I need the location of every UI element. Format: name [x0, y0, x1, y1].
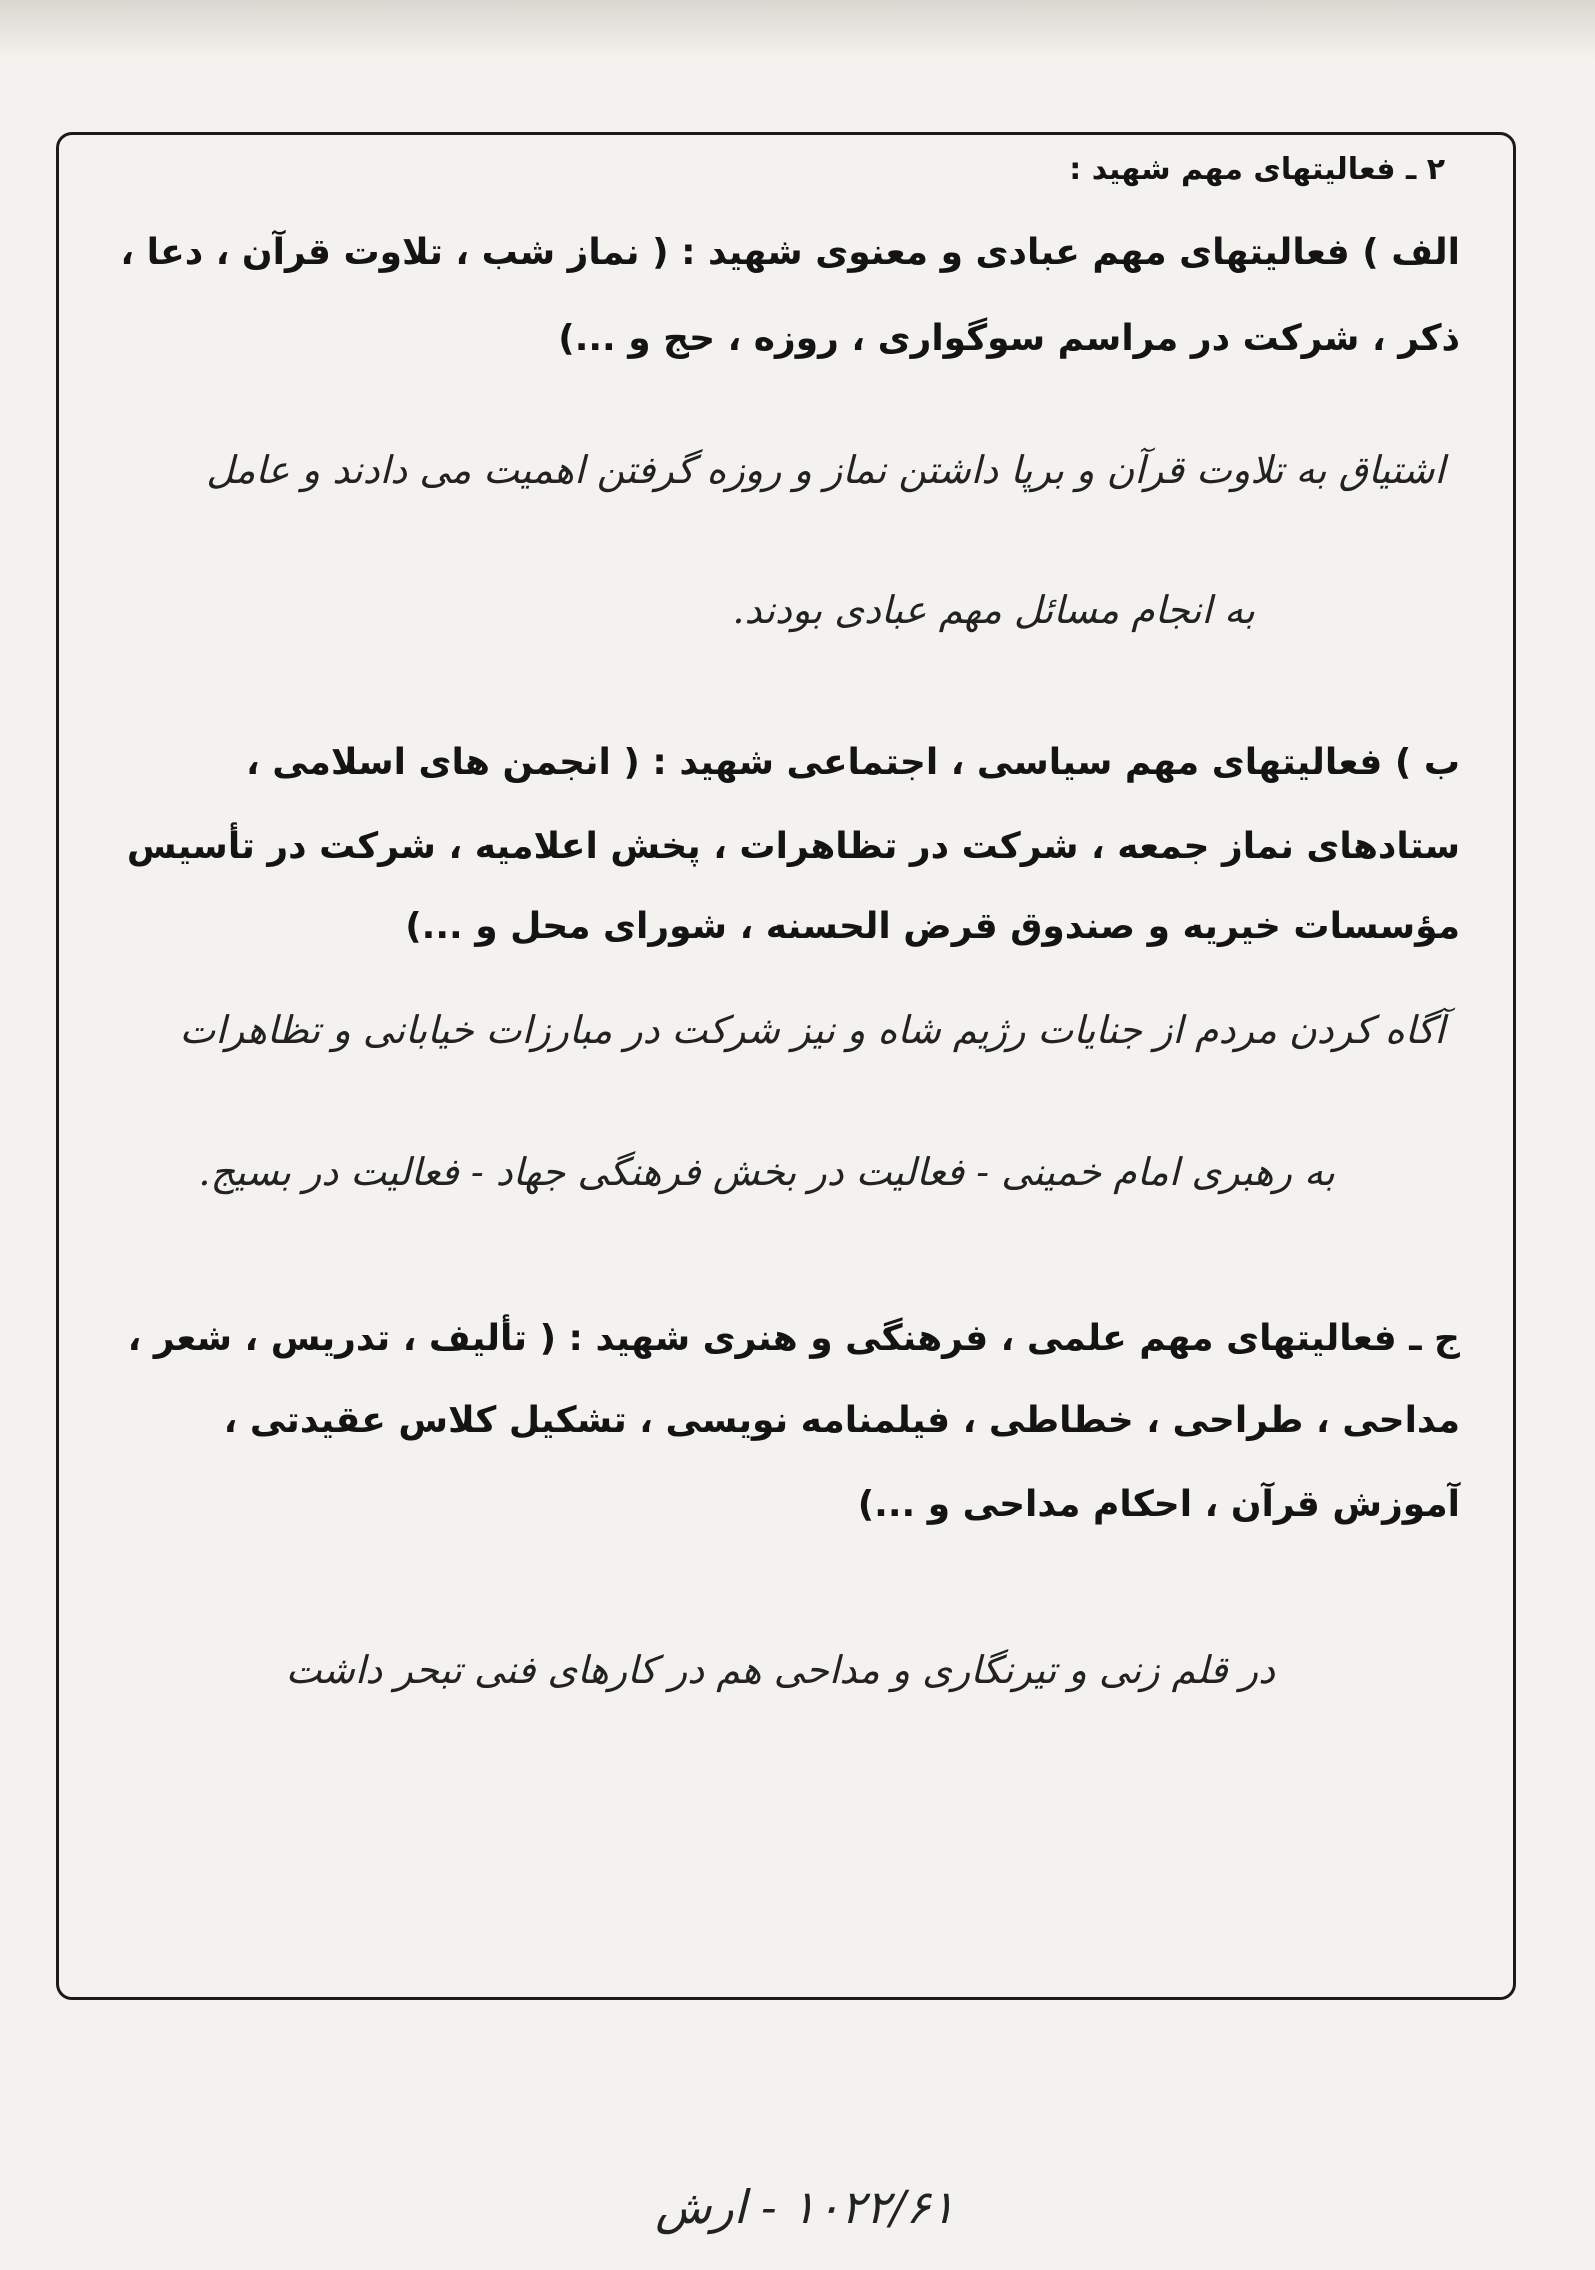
footer-handwritten-note: ۱۰۲۲/۶۱ - ارش	[655, 2180, 955, 2234]
part-b-answer-line-1: آگاه کردن مردم از جنایات رژیم شاه و نیز شرکت در مبارزات خیابانی و تظاهرات	[179, 1008, 1445, 1052]
part-c-line-3: آموزش قرآن ، احکام مداحی و ...)	[857, 1484, 1460, 1525]
part-b-answer-line-2: به رهبری امام خمینی - فعالیت در بخش فرهنگی جهاد - فعالیت در بسیج.	[198, 1150, 1335, 1194]
part-c-line-1: ج ـ فعالیتهای مهم علمی ، فرهنگی و هنری شهید : ( تألیف ، تدریس ، شعر ،	[127, 1318, 1460, 1359]
part-b-line-2: ستادهای نماز جمعه ، شرکت در تظاهرات ، پخش اعلامیه ، شرکت در تأسیس	[126, 826, 1460, 867]
part-c-line-2: مداحی ، طراحی ، خطاطی ، فیلمنامه نویسی ، تشکیل کلاس عقیدتی ،	[223, 1400, 1460, 1441]
part-b-line-1: ب ) فعالیتهای مهم سیاسی ، اجتماعی شهید : ( انجمن های اسلامی ،	[246, 742, 1460, 783]
part-a-answer-line-1: اشتیاق به تلاوت قرآن و برپا داشتن نماز و روزه گرفتن اهمیت می دادند و عامل	[206, 448, 1445, 492]
part-a-line-2: ذکر ، شرکت در مراسم سوگواری ، روزه ، حج و ...)	[558, 318, 1460, 359]
section-heading: ۲ ـ فعالیتهای مهم شهید :	[1069, 152, 1445, 187]
part-c-answer-line-1: در قلم زنی و تیرنگاری و مداحی هم در کارهای فنی تبحر داشت	[285, 1648, 1275, 1692]
part-a-line-1: الف ) فعالیتهای مهم عبادی و معنوی شهید : ( نماز شب ، تلاوت قرآن ، دعا ،	[120, 232, 1460, 273]
scan-top-shadow	[0, 0, 1595, 60]
bordered-form-frame	[56, 132, 1516, 2000]
part-a-answer-line-2: به انجام مسائل مهم عبادی بودند.	[732, 588, 1255, 632]
part-b-line-3: مؤسسات خیریه و صندوق قرض الحسنه ، شورای محل و ...)	[405, 906, 1460, 947]
